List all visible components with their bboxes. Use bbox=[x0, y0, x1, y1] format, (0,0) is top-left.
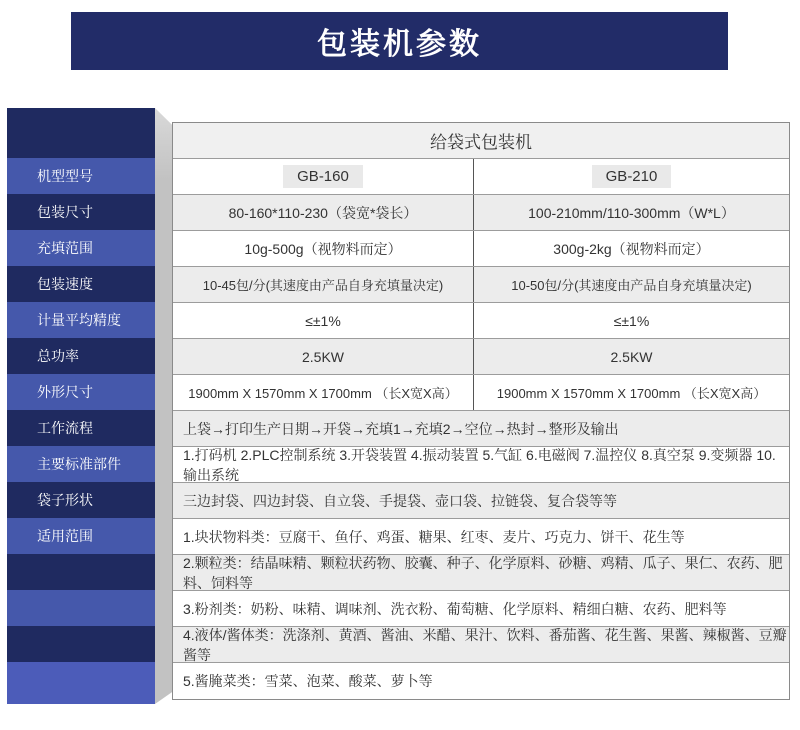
model-left-value: GB-160 bbox=[283, 165, 363, 188]
table-title: 给袋式包装机 bbox=[430, 133, 532, 152]
sidebar-spacer bbox=[7, 590, 155, 626]
cell-accuracy-right: ≤±1% bbox=[473, 303, 789, 338]
sidebar-bevel-shadow bbox=[155, 108, 172, 704]
row-scope-2: 2.颗粒类：结晶味精、颗粒状药物、胶囊、种子、化学原料、砂糖、鸡精、瓜子、果仁、农药、肥料、饲料等 bbox=[173, 555, 789, 591]
row-components: 1.打码机 2.PLC控制系统 3.开袋装置 4.振动装置 5.气缸 6.电磁阀 7.温控仪 8.真空泵 9.变频器 10.输出系统 bbox=[173, 447, 789, 483]
model-right-value: GB-210 bbox=[592, 165, 672, 188]
row-bag-shapes: 三边封袋、四边封袋、自立袋、手提袋、壶口袋、拉链袋、复合袋等等 bbox=[173, 483, 789, 519]
sidebar-label-model: 机型型号 bbox=[7, 158, 155, 194]
cell-power-right: 2.5KW bbox=[473, 339, 789, 374]
row-scope-1: 1.块状物料类：豆腐干、鱼仔、鸡蛋、糖果、红枣、麦片、巧克力、饼干、花生等 bbox=[173, 519, 789, 555]
row-pack-size bbox=[173, 195, 789, 231]
row-dimensions bbox=[173, 375, 789, 411]
row-scope-4: 4.液体/酱体类：洗涤剂、黄酒、酱油、米醋、果汁、饮料、番茄酱、花生酱、果酱、辣椒酱、豆瓣酱等 bbox=[173, 627, 789, 663]
cell-model-left bbox=[173, 159, 473, 194]
cell-dimensions-left: 1900mm X 1570mm X 1700mm （长X宽X高） bbox=[188, 386, 458, 401]
sidebar bbox=[7, 108, 155, 704]
sidebar-label-scope: 适用范围 bbox=[7, 518, 155, 554]
cell-accuracy-left: ≤±1% bbox=[305, 312, 341, 329]
sidebar-label-speed: 包装速度 bbox=[7, 266, 155, 302]
sidebar-label-dimensions: 外形尺寸 bbox=[7, 374, 155, 410]
sidebar-label-components: 主要标准部件 bbox=[7, 446, 155, 482]
sidebar-spacer bbox=[7, 554, 155, 590]
sidebar-label-power: 总功率 bbox=[7, 338, 155, 374]
cell-model-right bbox=[473, 159, 789, 194]
table-header-row bbox=[173, 123, 789, 159]
cell-fill-range-left: 10g-500g（视物料而定） bbox=[244, 240, 402, 257]
row-scope-5: 5.酱腌菜类：雪菜、泡菜、酸菜、萝卜等 bbox=[183, 673, 433, 689]
row-fill-range bbox=[173, 231, 789, 267]
cell-pack-size-right: 100-210mm/110-300mm（W*L） bbox=[473, 195, 789, 230]
cell-pack-size-left: 80-160*110-230（袋宽*袋长） bbox=[228, 204, 418, 221]
row-accuracy bbox=[173, 303, 789, 339]
page-title: 包装机参数 bbox=[71, 12, 728, 70]
row-workflow: 上袋→打印生产日期→开袋→充填1→充填2→空位→热封→整形及输出 bbox=[173, 411, 789, 447]
sidebar-spacer-bottom bbox=[7, 662, 155, 704]
cell-fill-range-right: 300g-2kg（视物料而定） bbox=[473, 231, 789, 266]
cell-speed-left: 10-45包/分(其速度由产品自身充填量决定) bbox=[202, 278, 444, 293]
sidebar-spacer-top bbox=[7, 108, 155, 158]
row-power bbox=[173, 339, 789, 375]
cell-dimensions-right: 1900mm X 1570mm X 1700mm （长X宽X高） bbox=[473, 375, 789, 410]
sidebar-label-accuracy: 计量平均精度 bbox=[7, 302, 155, 338]
sidebar-label-workflow: 工作流程 bbox=[7, 410, 155, 446]
spec-table bbox=[172, 122, 790, 700]
row-speed bbox=[173, 267, 789, 303]
sidebar-label-bag-shapes: 袋子形状 bbox=[7, 482, 155, 518]
row-model bbox=[173, 159, 789, 195]
sidebar-label-fill-range: 充填范围 bbox=[7, 230, 155, 266]
row-scope-3: 3.粉剂类：奶粉、味精、调味剂、洗衣粉、葡萄糖、化学原料、精细白糖、农药、肥料等 bbox=[173, 591, 789, 627]
cell-power-left: 2.5KW bbox=[301, 348, 344, 365]
cell-speed-right: 10-50包/分(其速度由产品自身充填量决定) bbox=[473, 267, 789, 302]
sidebar-label-pack-size: 包装尺寸 bbox=[7, 194, 155, 230]
sidebar-spacer bbox=[7, 626, 155, 662]
